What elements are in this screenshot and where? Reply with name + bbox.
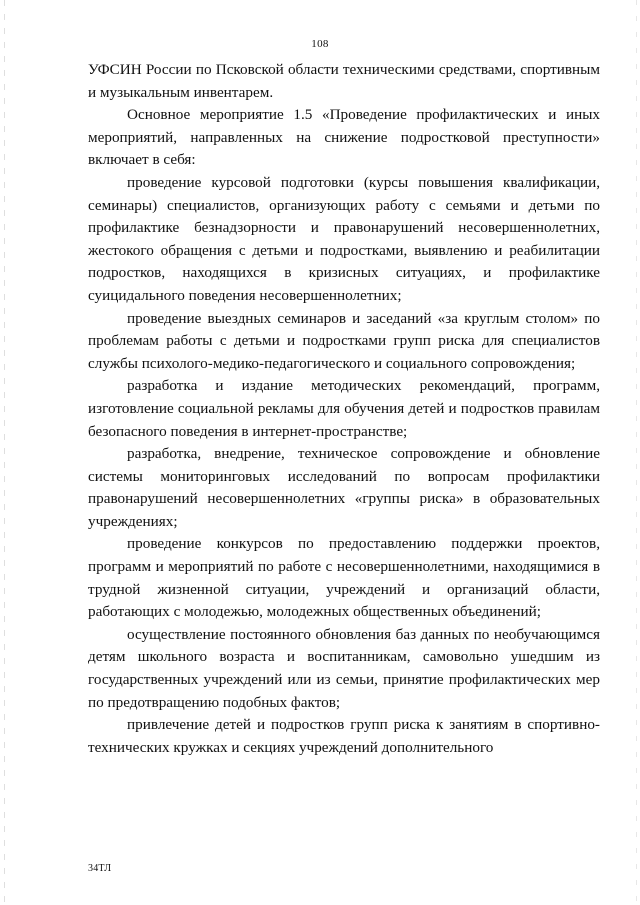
footer-code: 34ТЛ (88, 863, 112, 874)
scan-edge-right (636, 0, 637, 905)
paragraph-list-item: проведение курсовой подготовки (курсы повышения квалификации, семинары) специалистов, организующих работу с семьями и детьми по профилактике безнадзорности и правонарушений несовершеннолетних, жестокого обращения с детьми и подростками, выявлению и реабилитации подростков, находящихся в кризисных ситуациях, и профилактике суицидального поведения несовершеннолетних; (88, 173, 600, 304)
paragraph-list-item: проведение конкурсов по предоставлению поддержки проектов, программ и мероприятий по работе с несовершеннолетними, находящимися в трудной жизненной ситуации, учреждений и организаций области, работающих с молодежью, молодежных общественных объединений; (88, 535, 600, 621)
paragraph-list-item: разработка и издание методических рекомендаций, программ, изготовление социальной рекламы для обучения детей и подростков правилам безопасного поведения в интернет-пространстве; (88, 377, 600, 440)
paragraph-list-item: разработка, внедрение, техническое сопровождение и обновление системы мониторинговых исследований по вопросам профилактики правонарушений несовершеннолетних «группы риска» в образовательных учреждениях; (88, 445, 600, 530)
paragraph-list-item: осуществление постоянного обновления баз данных по необучающимся детям школьного возраста и воспитанникам, самовольно ушедшим из государственных учреждений или из семьи, принятие профилактических мер по предотвращению подобных фактов; (88, 625, 600, 711)
body-text (88, 59, 600, 759)
paragraph-continuation: УФСИН России по Псковской области техническими средствами, спортивным и музыкальным инвентарем. (88, 61, 600, 101)
paragraph-list-item: привлечение детей и подростков групп риска к занятиям в спортивно-технических кружках и секциях учреждений дополнительного (88, 716, 600, 756)
paragraph-main-activity: Основное мероприятие 1.5 «Проведение профилактических и иных мероприятий, направленных на снижение подростковой преступности» включает в себя: (88, 106, 600, 169)
paragraph-list-item: проведение выездных семинаров и заседаний «за круглым столом» по проблемам работы с детьми и подростками групп риска для специалистов службы психолого-медико-педагогического и социального сопровождения; (88, 309, 600, 372)
page-number: 108 (311, 38, 329, 50)
scan-edge-left (4, 0, 5, 905)
